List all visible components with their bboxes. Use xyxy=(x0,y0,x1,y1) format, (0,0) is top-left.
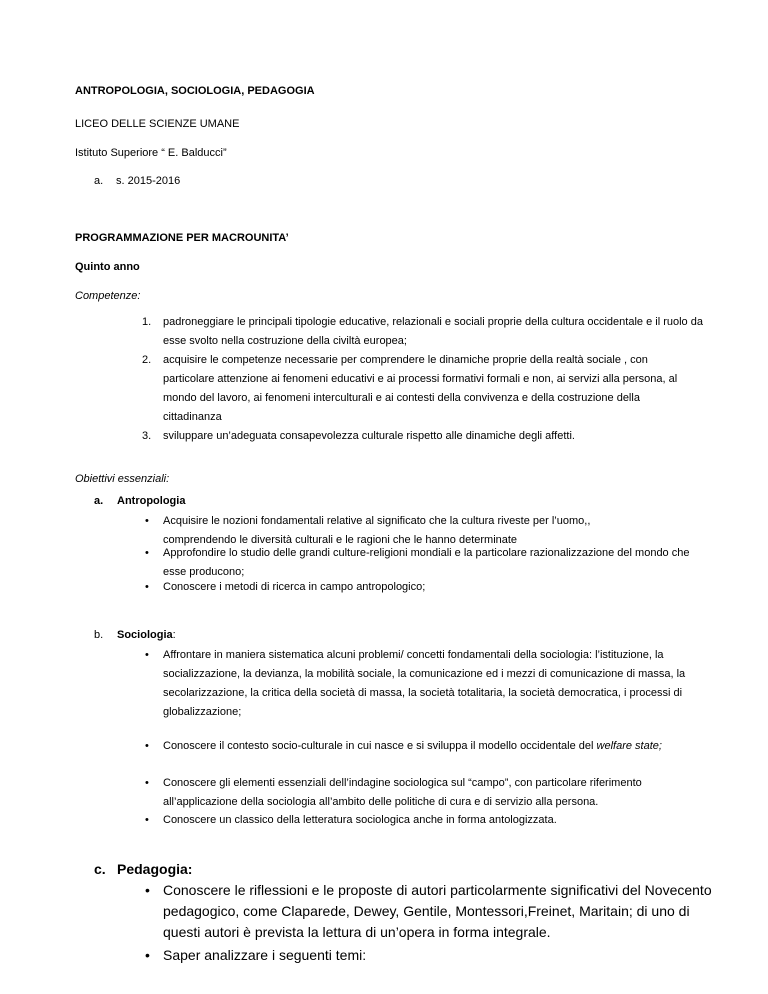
objective-item: Approfondire lo studio delle grandi culture-religioni mondiali e la particolare razionalizzazione del mondo che esse producono; xyxy=(163,547,690,578)
objective-item: Conoscere le riflessioni e le proposte di autori particolarmente significativi del Novecento pedagogico, come Claparede, Dewey, Gentile, Montessori,Freinet, Maritain; di uno di questi autori è prevista la lettura di un’opera in forma integrale. xyxy=(163,882,712,940)
competences-heading: Competenze: xyxy=(75,290,141,302)
section-title: PROGRAMMAZIONE PER MACROUNITA’ xyxy=(75,232,289,244)
anthropology-heading: Antropologia xyxy=(117,495,186,507)
competence-number: 2. xyxy=(142,354,152,366)
competence-item: sviluppare un’adeguata consapevolezza culturale rispetto alle dinamiche degli affetti. xyxy=(163,430,575,442)
bullet-icon: • xyxy=(145,740,149,752)
objective-item: Saper analizzare i seguenti temi: xyxy=(163,947,367,963)
year-subtitle: Quinto anno xyxy=(75,261,140,273)
year-line: s. 2015-2016 xyxy=(116,175,181,187)
bullet-icon: • xyxy=(145,547,149,559)
bullet-icon: • xyxy=(145,882,150,898)
objective-item: Conoscere un classico della letteratura sociologica anche in forma antologizzata. xyxy=(163,814,557,826)
bullet-icon: • xyxy=(145,777,149,789)
bullet-icon: • xyxy=(145,947,150,963)
competence-item: padroneggiare le principali tipologie educative, relazionali e sociali proprie della cultura occidentale e il ruolo da esse svolto nella costruzione della civiltà europea; xyxy=(163,316,703,347)
title-disciplines: ANTROPOLOGIA, SOCIOLOGIA, PEDAGOGIA xyxy=(75,85,315,97)
sociology-heading: Sociologia: xyxy=(117,629,176,641)
objective-item: Acquisire le nozioni fondamentali relative al significato che la cultura riveste per l’uomo,, comprendendo le diversità culturali e le ragioni che le hanno determinate xyxy=(163,515,591,546)
objective-item: Conoscere gli elementi essenziali dell’indagine sociologica sul “campo”, con particolare riferimento all’applicazione della sociologia all’ambito delle politiche di cura e di servizio alla persona. xyxy=(163,777,642,808)
objectives-heading: Obiettivi essenziali: xyxy=(75,473,170,485)
objective-item: Conoscere il contesto socio-culturale in cui nasce e si sviluppa il modello occidentale del welfare state; xyxy=(163,740,662,752)
section-letter: c. xyxy=(94,861,106,877)
school-line: LICEO DELLE SCIENZE UMANE xyxy=(75,118,240,130)
competence-item: acquisire le competenze necessarie per comprendere le dinamiche proprie della realtà sociale , con particolare attenzione ai fenomeni educativi e ai processi formativi formali e non, ai servizi alla persona, al mondo del lavoro, ai fenomeni interculturali e ai contesti della convivenza e della costruzione della cittadinanza xyxy=(163,354,678,423)
bullet-icon: • xyxy=(145,581,149,593)
institute-line: Istituto Superiore “ E. Balducci” xyxy=(75,147,227,159)
year-marker: a. xyxy=(94,175,104,187)
section-letter: b. xyxy=(94,629,104,641)
pedagogy-heading: Pedagogia: xyxy=(117,861,193,877)
objective-item: Conoscere i metodi di ricerca in campo antropologico; xyxy=(163,581,426,593)
bullet-icon: • xyxy=(145,515,149,527)
bullet-icon: • xyxy=(145,649,149,661)
competence-number: 3. xyxy=(142,430,152,442)
objective-item: Affrontare in maniera sistematica alcuni problemi/ concetti fondamentali della sociologia: l’istituzione, la socializzazione, la devianza, la mobilità sociale, la comunicazione ed i mezzi di comunicazione di massa, la secolarizzazione, la critica della società di massa, la società totalitaria, la società democratica, i processi di globalizzazione; xyxy=(163,649,686,718)
competence-number: 1. xyxy=(142,316,152,328)
section-letter: a. xyxy=(94,495,104,507)
bullet-icon: • xyxy=(145,814,149,826)
